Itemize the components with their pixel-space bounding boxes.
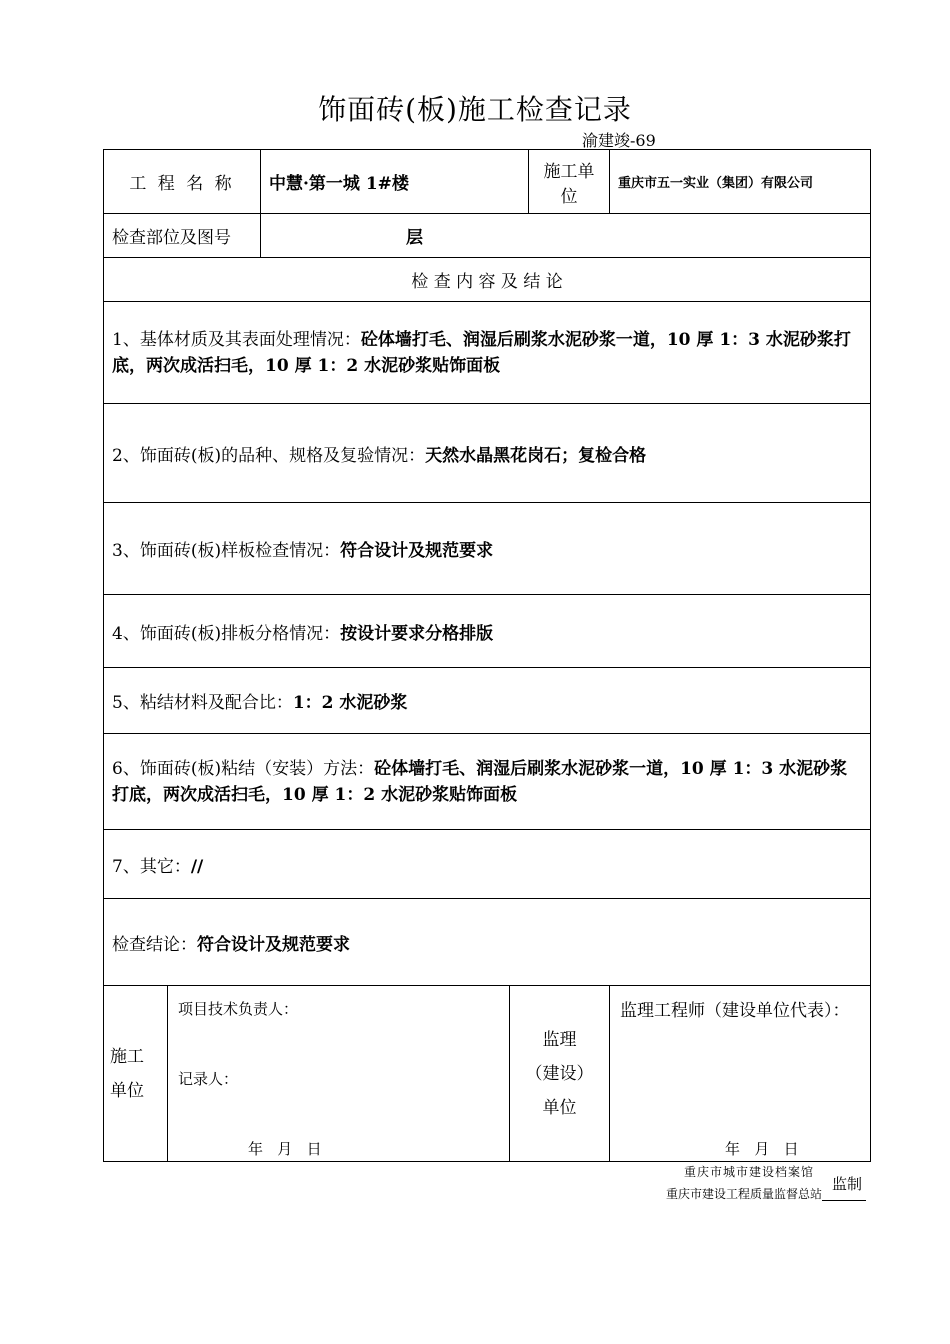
date-right: 年 月 日: [725, 1140, 799, 1158]
conclusion-label: 检查结论：: [112, 934, 197, 955]
location-row: [104, 214, 871, 258]
contractor-value: 重庆市五一实业（集团）有限公司: [610, 150, 871, 214]
section-title: 检 查 内 容 及 结 论: [104, 258, 871, 302]
item-row-2: [104, 404, 871, 503]
item-row-3: [104, 503, 871, 595]
item-4-value: 按设计要求分格排版: [340, 623, 494, 644]
project-name-value: 中慧·第一城 1#楼: [261, 150, 529, 214]
item-5-value: 1：2 水泥砂浆: [292, 693, 408, 713]
item-row-7: [104, 830, 871, 899]
item-2-label: 2、饰面砖(板)的品种、规格及复验情况：: [112, 445, 426, 466]
location-label: 检查部位及图号: [104, 214, 261, 258]
signature-row: [104, 986, 871, 1162]
construction-unit-label: 施工 单位: [104, 986, 168, 1162]
supervision-signature-cell: [610, 986, 871, 1162]
item-row-5: [104, 668, 871, 734]
tech-lead-label: 项目技术负责人：: [178, 1000, 299, 1018]
item-2-value: 天然水晶黑花岗石；复检合格: [425, 445, 647, 466]
inspection-form-table: [103, 149, 871, 1162]
item-7-value: //: [190, 856, 204, 877]
recorder-label: 记录人：: [178, 1070, 239, 1088]
footer-archive-name: 重庆市城市建设档案馆: [684, 1165, 815, 1179]
project-row: [104, 150, 871, 214]
section-title-row: [104, 258, 871, 302]
footer-supervised-label: 监制: [832, 1175, 863, 1193]
footer-underline: [822, 1200, 866, 1201]
supervisor-label: 监理工程师（建设单位代表）：: [620, 1001, 850, 1021]
item-5-label: 5、粘结材料及配合比：: [112, 693, 293, 713]
project-name-label: 工 程 名 称: [104, 150, 261, 214]
construction-signature-cell: [168, 986, 510, 1162]
item-4-label: 4、饰面砖(板)排板分格情况：: [112, 623, 341, 644]
item-3-value: 符合设计及规范要求: [340, 541, 494, 561]
item-row-1: [104, 302, 871, 404]
location-value: 层: [261, 214, 871, 258]
document-title: 饰面砖(板)施工检查记录: [318, 93, 632, 126]
contractor-label: 施工单位: [529, 150, 610, 214]
item-row-4: [104, 595, 871, 668]
item-row-6: [104, 734, 871, 830]
date-left: 年 月 日: [248, 1140, 322, 1158]
item-1-value: 砼体墙打毛、润湿后刷浆水泥砂浆一道，10 厚 1：3 水泥砂浆打底，两次成活扫毛，10 厚 1：2 水泥砂浆贴饰面板: [112, 329, 851, 376]
item-6-value: 砼体墙打毛、润湿后刷浆水泥砂浆一道，10 厚 1：3 水泥砂浆打底，两次成活扫毛，10 厚 1：2 水泥砂浆贴饰面板: [112, 758, 848, 805]
item-6-label: 6、饰面砖(板)粘结（安装）方法：: [112, 758, 375, 779]
conclusion-row: [104, 899, 871, 986]
form-code: 渝建竣-69: [582, 131, 656, 150]
item-3-label: 3、饰面砖(板)样板检查情况：: [112, 541, 341, 561]
item-7-label: 7、其它：: [112, 856, 191, 877]
supervision-unit-label: 监理 （建设） 单位: [510, 986, 610, 1162]
item-1-label: 1、基体材质及其表面处理情况：: [112, 329, 361, 350]
footer-supervision-name: 重庆市建设工程质量监督总站: [666, 1187, 823, 1201]
conclusion-value: 符合设计及规范要求: [197, 934, 350, 955]
